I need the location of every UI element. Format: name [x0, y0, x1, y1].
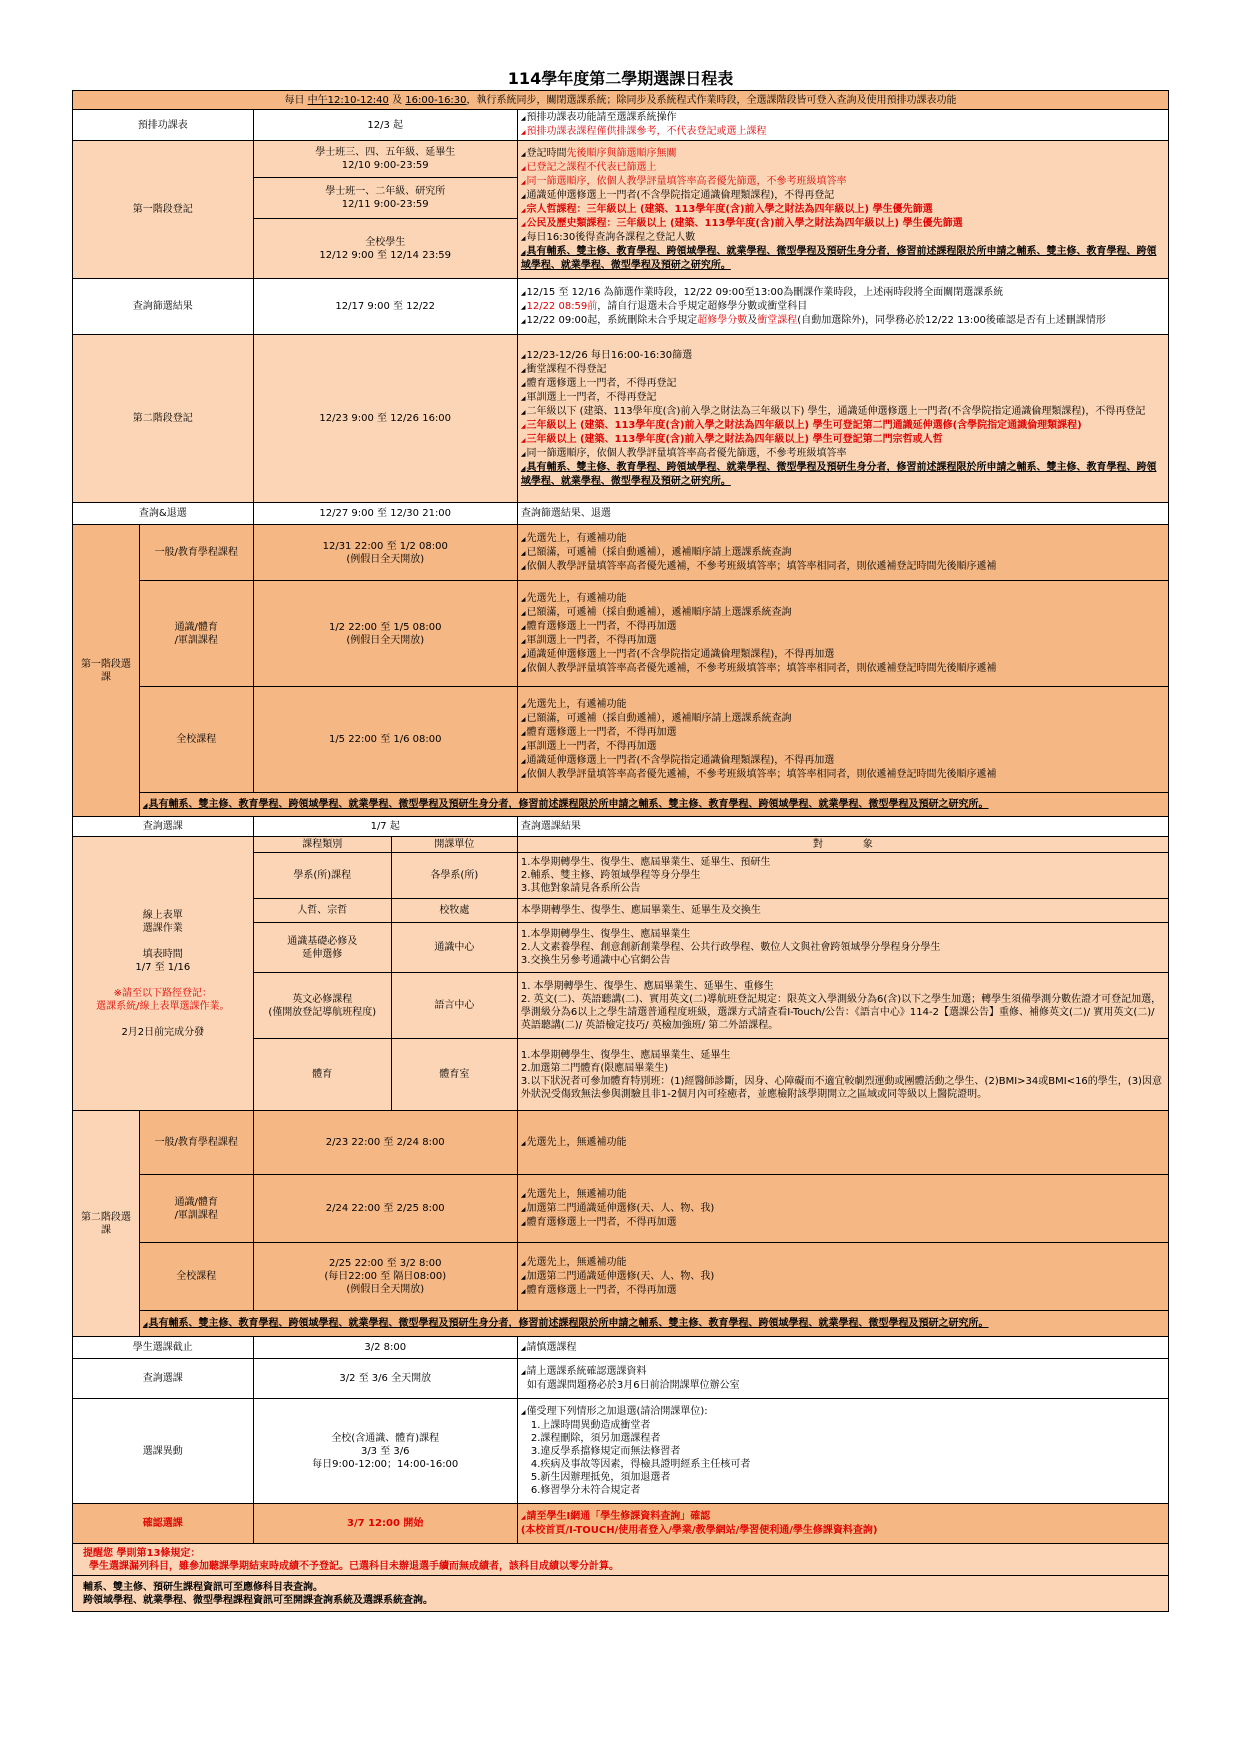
sel1-label: 第一階段選課 [73, 525, 140, 817]
sync-time-afternoon: 16:00-16:30 [405, 94, 467, 106]
query-final-desc: ◢ 請上選課系統確認選課資料 如有選課問題務必於3月6日前洽開課單位辦公室 [517, 1359, 1168, 1399]
course-change-desc: ◢ 僅受理下列情形之加退選(請洽開課單位): 1.上課時間異動造成衝堂者 2.課程刪除，須另加選課程者 3.違反學系擋修規定而無法修習者 4.疾病及事故等因素，得檢具證明經系主任核可者 5.新生因辦理抵免，須加退選者 6.修習學分未符合規定者 [517, 1399, 1168, 1504]
sync-notice: 每日 中午12:10-12:40 及 16:00-16:30，執行系統同步，關閉選課系統；除同步及系統程式作業時段，全選課階段皆可登入查詢及使用預排功課表功能 [73, 91, 1169, 110]
online-type: 英文必修課程 (僅開放登記導航班程度) [253, 973, 391, 1039]
sel2-all-desc: ◢ 先選先上，無遞補功能 ◢ 加選第二門通識延伸選修(天、人、物、我) ◢ 體育選修選上一門者，不得再加選 [517, 1243, 1168, 1311]
confirm-desc: ◢ 請至學生I網通「學生修課資料查詢」確認 (本校首頁/I-TOUCH/使用者登入/學業/教學網站/學習便利通/學生修課資料查詢) [517, 1504, 1168, 1544]
sel2-gen-pe-desc: ◢ 先選先上，無遞補功能 ◢ 加選第二門通識延伸選修(天、人、物、我) ◢ 體育選修選上一門者，不得再加選 [517, 1175, 1168, 1243]
online-unit: 各學系(所) [391, 853, 517, 899]
sel2-note: ◢ 具有輔系、雙主修、教育學程、跨領域學程、就業學程、微型學程及預研生身分者，修習前述課程限於所申請之輔系、雙主修、教育學程、跨領域學程、就業學程、微型學程及預研之研究所。 [139, 1311, 1168, 1337]
confirm-label: 確認選課 [73, 1504, 254, 1544]
phase2-line: ◢ 具有輔系、雙主修、教育學程、跨領域學程、就業學程、微型學程及預研生身分者，修習前述課程限於所申請之輔系、雙主修、教育學程、跨領域學程、就業學程、微型學程及預研之研究所。 [521, 461, 1165, 488]
query-selection-time: 1/7 起 [253, 817, 517, 837]
sel1-gen-pe-label: 通識/體育 /軍訓課程 [139, 581, 253, 687]
sel1-note: ◢ 具有輔系、雙主修、教育學程、跨領域學程、就業學程、微型學程及預研生身分者，修習前述課程限於所申請之輔系、雙主修、教育學程、跨領域學程、就業學程、微型學程及預研之研究所。 [139, 793, 1168, 817]
sel2-general-label: 一般/教育學程課程 [139, 1111, 253, 1175]
query-screening-label: 查詢篩選結果 [73, 279, 254, 335]
sel1-general-desc: ◢ 先選先上，有遞補功能 ◢ 已額滿，可遞補（採自動遞補），遞補順序請上選課系統查詢 ◢ 依個人教學評量填答率高者優先遞補，不參考班級填答率；填答率相同者，則依遞補登記時間先後順序遞補 [517, 525, 1168, 581]
query-selection-desc: 查詢選課結果 [517, 817, 1168, 837]
sel2-general-desc: ◢ 先選先上，無遞補功能 [517, 1111, 1168, 1175]
pre-schedule-desc: ◢ 預排功課表功能請至選課系統操作 ◢ 預排功課表課程僅供排課參考，不代表登記或選上課程 [517, 110, 1168, 141]
phase2-line: ◢ 三年級以上 (建築、113學年度(含)前入學之財法為四年級以上) 學生可登記第二門通識延伸選修(含學院指定通識倫理類課程) [521, 419, 1165, 433]
reminder: 提醒您 學則第13條規定： 學生選課漏列科目，雖參加聽課學期結束時成績不予登記。已選科目未辦退選手續而無成績者，該科目成績以零分計算。 [73, 1544, 1169, 1576]
phase2-time: 12/23 9:00 至 12/26 16:00 [253, 335, 517, 503]
online-header-type: 課程類別 [253, 837, 391, 853]
phase2-line: ◢ 同一篩選順序，依個人教學評量填答率高者優先篩選，不參考班級填答率 [521, 447, 1165, 461]
phase2-line: ◢ 體育選修選上一門者，不得再登記 [521, 377, 1165, 391]
phase1-time-junior: 學士班一、二年級、研究所 12/11 9:00-23:59 [253, 178, 517, 219]
sel2-general-time: 2/23 22:00 至 2/24 8:00 [253, 1111, 517, 1175]
phase1-time-all: 全校學生 12/12 9:00 至 12/14 23:59 [253, 219, 517, 279]
online-unit: 語言中心 [391, 973, 517, 1039]
phase2-line: ◢ 二年級以下 (建築、113學年度(含)前入學之財法為三年級以下) 學生，通識延伸選修選上一門者(不含學院指定通識倫理類課程)，不得再登記 [521, 405, 1165, 419]
sel2-gen-pe-time: 2/24 22:00 至 2/25 8:00 [253, 1175, 517, 1243]
online-target: 1.本學期轉學生、復學生、應屆畢業生 2.人文素養學程、創意創新創業學程、公共行政學程、數位人文與社會跨領域學分學程身分學生 3.交換生另參考通識中心官網公告 [517, 923, 1168, 973]
phase1-desc: ◢ 登記時間先後順序與篩選順序無關 ◢ 已登記之課程不代表已篩選上 ◢ 同一篩選順序，依個人教學評量填答率高者優先篩選，不參考班級填答率 ◢ 通識延伸選修選上一門者(不含學院指定通識倫理類課程)，不得再登記 ◢ 宗人哲課程：三年級以上 (建築、113學年度(含)前入學之財法為四年級以上) 學生優先篩選 ◢ 公民及歷史類課程：三年級以上 (建築、113學年度(含)前入學之財法為四年級以上) 學生優先篩選 ◢ 每日16:30後得查詢各課程之登記人數 ◢ 具有輔系、雙主修、教育學程、跨領域學程、就業學程、微型學程及預研生身分者，修習前述課程限於所申請之輔系、雙主修、教育學程、跨領域學程、就業學程、微型學程及預研之研究所。 [517, 141, 1168, 279]
pre-schedule-time: 12/3 起 [253, 110, 517, 141]
phase1-time-senior: 學士班三、四、五年級、延畢生 12/10 9:00-23:59 [253, 141, 517, 178]
sel1-general-label: 一般/教育學程課程 [139, 525, 253, 581]
sync-time-noon: 中午12:10-12:40 [307, 94, 389, 106]
confirm-time: 3/7 12:00 開始 [253, 1504, 517, 1544]
query-final-label: 查詢選課 [73, 1359, 254, 1399]
online-form-label: 線上表單 選課作業 填表時間 1/7 至 1/16 ※請至以下路徑登記： 選課系統/線上表單選課作業。 2月2日前完成分發 [73, 837, 254, 1111]
online-header-unit: 開課單位 [391, 837, 517, 853]
sel2-label: 第二階段選課 [73, 1111, 140, 1337]
course-change-time: 全校(含通識、體育)課程 3/3 至 3/6 每日9:00-12:00；14:00-16:00 [253, 1399, 517, 1504]
phase2-desc [517, 335, 1168, 503]
phase2-line: ◢ 12/23-12/26 每日16:00-16:30篩選 [521, 349, 1165, 363]
sel1-all-desc: ◢ 先選先上，有遞補功能 ◢ 已額滿，可遞補（採自動遞補），遞補順序請上選課系統查詢 ◢ 體育選修選上一門者，不得再加選 ◢ 軍訓選上一門者，不得再加選 ◢ 通識延伸選修選上一門者(不含學院指定通識倫理類課程)，不得再加選 ◢ 依個人教學評量填答率高者優先遞補，不參考班級填答率；填答率相同者，則依遞補登記時間先後順序遞補 [517, 687, 1168, 793]
schedule-table [72, 90, 1169, 1612]
sel1-all-label: 全校課程 [139, 687, 253, 793]
phase2-line: ◢ 衝堂課程不得登記 [521, 363, 1165, 377]
online-header-target: 對 象 [517, 837, 1168, 853]
query-selection-label: 查詢選課 [73, 817, 254, 837]
query-final-time: 3/2 至 3/6 全天開放 [253, 1359, 517, 1399]
sel1-gen-pe-desc: ◢ 先選先上，有遞補功能 ◢ 已額滿，可遞補（採自動遞補），遞補順序請上選課系統查詢 ◢ 體育選修選上一門者，不得再加選 ◢ 軍訓選上一門者，不得再加選 ◢ 通識延伸選修選上一門者(不含學院指定通識倫理類課程)，不得再加選 ◢ 依個人教學評量填答率高者優先遞補，不參考班級填答率；填答率相同者，則依遞補登記時間先後順序遞補 [517, 581, 1168, 687]
pre-schedule-label: 預排功課表 [73, 110, 254, 141]
sel2-all-time: 2/25 22:00 至 3/2 8:00 (每日22:00 至 隔日08:00) (例假日全天開放) [253, 1243, 517, 1311]
online-target: 1.本學期轉學生、復學生、應屆畢業生、延畢生 2.加選第二門體育(限應屆畢業生) 3.以下狀況者可參加體育特別班：(1)經醫師診斷，因身、心障礙而不適宜較劇烈運動或團體活動之學生、(2)BMI>34或BMI<16的學生，(3)因意外狀況受傷致無法參與測驗且非1-2個月內可痊癒者，並應檢附該學期開立之區域或同等級以上醫院證明。 [517, 1039, 1168, 1111]
add-withdraw-time: 12/27 9:00 至 12/30 21:00 [253, 503, 517, 525]
query-screening-time: 12/17 9:00 至 12/22 [253, 279, 517, 335]
online-unit: 校牧處 [391, 899, 517, 923]
sel1-general-time: 12/31 22:00 至 1/2 08:00 (例假日全天開放) [253, 525, 517, 581]
online-target: 1.本學期轉學生、復學生、應屆畢業生、延畢生、預研生 2.輔系、雙主修、跨領域學程等身分學生 3.其他對象請見各系所公告 [517, 853, 1168, 899]
phase2-line: ◢ 三年級以上 (建築、113學年度(含)前入學之財法為四年級以上) 學生可登記第二門宗哲或人哲 [521, 433, 1165, 447]
deadline-desc: ◢ 請慎選課程 [517, 1337, 1168, 1359]
sel2-gen-pe-label: 通識/體育 /軍訓課程 [139, 1175, 253, 1243]
online-type: 學系(所)課程 [253, 853, 391, 899]
deadline-time: 3/2 8:00 [253, 1337, 517, 1359]
deadline-label: 學生選課截止 [73, 1337, 254, 1359]
footer-notes: 輔系、雙主修、預研生課程資訊可至應修科目表查詢。 跨領域學程、就業學程、微型學程課程資訊可至開課查詢系統及選課系統查詢。 [73, 1576, 1169, 1612]
query-screening-desc: ◢ 12/15 至 12/16 為篩選作業時段，12/22 09:00至13:00為刪課作業時段，上述兩時段將全面關閉選課系統 ◢ 12/22 08:59前，請自行退選未合乎規定超修學分數或衝堂科目 ◢ 12/22 09:00起，系統刪除未合乎規定超修學分數及衝堂課程(自動加選除外)，同學務必於12/22 13:00後確認是否有上述刪課情形 [517, 279, 1168, 335]
online-type: 人哲、宗哲 [253, 899, 391, 923]
sel1-gen-pe-time: 1/2 22:00 至 1/5 08:00 (例假日全天開放) [253, 581, 517, 687]
phase1-label: 第一階段登記 [73, 141, 254, 279]
add-withdraw-desc: 查詢篩選結果、退選 [517, 503, 1168, 525]
online-unit: 通識中心 [391, 923, 517, 973]
sel2-all-label: 全校課程 [139, 1243, 253, 1311]
online-unit: 體育室 [391, 1039, 517, 1111]
online-target: 1. 本學期轉學生、復學生、應屆畢業生、延畢生、重修生 2. 英文(二)、英語聽講(二)、實用英文(二)導航班登記規定：限英文入學測級分為6(含)以下之學生加選；轉學生須備學測分數佐證才可登記加選，學測級分為6以上之學生請選普通程度班級，選課方式請查看I-Touch/公告：《語言中心》114-2【選課公告】重修、補修英文(二)/ 實用英文(二)/ 英語聽講(二)/ 英語檢定技巧/ 英檢加強班/ 第二外語課程。 [517, 973, 1168, 1039]
online-type: 體育 [253, 1039, 391, 1111]
phase2-line: ◢ 軍訓選上一門者，不得再登記 [521, 391, 1165, 405]
phase2-label: 第二階段登記 [73, 335, 254, 503]
sel1-all-time: 1/5 22:00 至 1/6 08:00 [253, 687, 517, 793]
add-withdraw-label: 查詢&退選 [73, 503, 254, 525]
online-target: 本學期轉學生、復學生、應屆畢業生、延畢生及交換生 [517, 899, 1168, 923]
online-type: 通識基礎必修及 延伸選修 [253, 923, 391, 973]
page-title: 114學年度第二學期選課日程表 [507, 69, 734, 88]
schedule-page [72, 68, 1169, 1612]
course-change-label: 選課異動 [73, 1399, 254, 1504]
